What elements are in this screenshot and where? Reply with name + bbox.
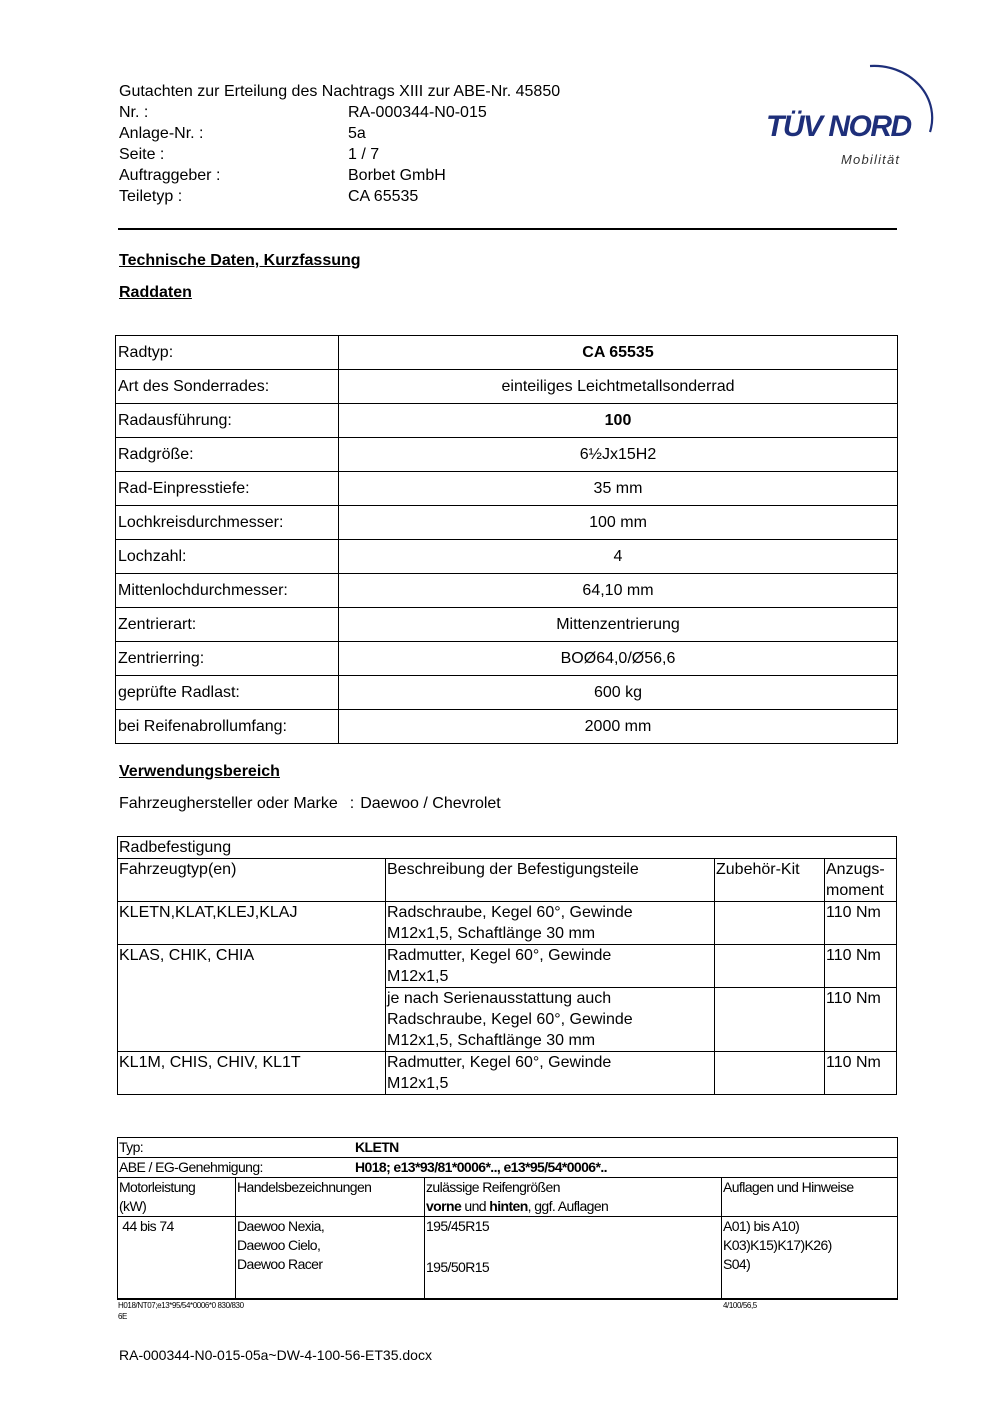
- table-cell: [386, 902, 715, 945]
- table-cell: [386, 988, 715, 1052]
- table-cell-value: Mittenzentrierung: [339, 608, 898, 642]
- header-bold: vorne: [426, 1198, 462, 1214]
- logo-brand-text: TÜV NORD: [766, 110, 911, 143]
- table-cell-label: Zentrierring:: [116, 642, 339, 676]
- header-line: [426, 1197, 720, 1216]
- typ-row: [118, 1138, 898, 1158]
- header-line: moment: [826, 882, 884, 899]
- cell-line: A01) bis A10): [723, 1218, 800, 1234]
- table-cell-label: Lochkreisdurchmesser:: [116, 506, 339, 540]
- table-cell: [715, 1052, 825, 1095]
- small-footer-line: H018/NT07;e13*95/54*0006*0 830/830: [118, 1301, 244, 1310]
- table-row: [116, 370, 898, 404]
- header-line: (kW): [119, 1198, 147, 1214]
- table-row: [118, 1052, 897, 1095]
- table-cell: [118, 988, 386, 1052]
- table-cell-label: Radgröße:: [116, 438, 339, 472]
- table-cell: KL1M, CHIS, CHIV, KL1T: [118, 1052, 386, 1095]
- table-row: [116, 710, 898, 744]
- table-row: [118, 902, 897, 945]
- hersteller-value: Daewoo / Chevrolet: [360, 795, 501, 812]
- cell-line: Daewoo Cielo,: [237, 1237, 321, 1253]
- header-bold: hinten: [489, 1198, 528, 1214]
- header-row-seite: [119, 144, 487, 165]
- table-cell-label: Lochzahl:: [116, 540, 339, 574]
- table-cell-value: 64,10 mm: [339, 574, 898, 608]
- cell-line: Daewoo Nexia,: [237, 1218, 325, 1234]
- document-footer: RA-000344-N0-015-05a~DW-4-100-56-ET35.docx: [119, 1347, 432, 1363]
- small-footer-line: 6E: [118, 1312, 127, 1321]
- table-header: Beschreibung der Befestigungsteile: [386, 859, 715, 902]
- table-cell: [715, 988, 825, 1052]
- cell-line: M12x1,5: [387, 1075, 449, 1092]
- table-cell: 44 bis 74: [118, 1217, 236, 1299]
- table-cell-label: Radtyp:: [116, 336, 339, 370]
- table-cell-value: 100: [339, 404, 898, 438]
- table-cell-value: einteiliges Leichtmetallsonderrad: [339, 370, 898, 404]
- table-header: Fahrzeugtyp(en): [118, 859, 386, 902]
- table-row: [116, 676, 898, 710]
- logo-sub-text: Mobilität: [841, 152, 901, 167]
- table-cell: 110 Nm: [825, 945, 897, 988]
- header-fields: [119, 102, 487, 207]
- table-cell-label: bei Reifenabrollumfang:: [116, 710, 339, 744]
- table-cell: [715, 945, 825, 988]
- table-cell-value: 6½Jx15H2: [339, 438, 898, 472]
- table-cell: [722, 1217, 898, 1299]
- header-row-nr: [119, 102, 487, 123]
- header-value: RA-000344-N0-015: [348, 104, 487, 121]
- typ-label: Typ:: [119, 1139, 144, 1155]
- table-row: [116, 404, 898, 438]
- raddaten-table: [115, 335, 898, 744]
- table-row: [118, 945, 897, 988]
- table-row: [116, 438, 898, 472]
- table-cell-label: geprüfte Radlast:: [116, 676, 339, 710]
- cell-line: M12x1,5, Schaftlänge 30 mm: [387, 1032, 596, 1049]
- header-line: zulässige Reifengrößen: [426, 1179, 560, 1195]
- table-cell-label: Rad-Einpresstiefe:: [116, 472, 339, 506]
- header-text: und: [461, 1198, 490, 1214]
- small-footer-left: [118, 1300, 244, 1322]
- header-label: Anlage-Nr. :: [119, 125, 204, 142]
- cell-line: Radmutter, Kegel 60°, Gewinde: [387, 1054, 612, 1071]
- table-header-row: [118, 859, 897, 902]
- section-title-technische: Technische Daten, Kurzfassung: [119, 252, 361, 269]
- table-cell: KLAS, CHIK, CHIA: [118, 945, 386, 988]
- header-label: Seite :: [119, 146, 165, 163]
- hersteller-line: [119, 793, 501, 814]
- table-header: [118, 1178, 236, 1217]
- table-cell: [715, 902, 825, 945]
- table-row: [118, 837, 897, 859]
- header-value: 1 / 7: [348, 146, 380, 163]
- table-header-row: [118, 1178, 898, 1217]
- table-header: Handelsbezeichnungen: [236, 1178, 425, 1217]
- table-row: [118, 988, 897, 1052]
- cell-line: 195/45R15: [426, 1218, 490, 1234]
- cell-line: Radschraube, Kegel 60°, Gewinde: [387, 1011, 633, 1028]
- abe-row: [118, 1158, 898, 1178]
- cell-line: M12x1,5: [387, 968, 449, 985]
- table-row: [116, 506, 898, 540]
- table-cell-value: 100 mm: [339, 506, 898, 540]
- table-cell: [425, 1217, 722, 1299]
- table-header: Auflagen und Hinweise: [722, 1178, 898, 1217]
- header-row-anlage: [119, 123, 487, 144]
- table-row: [116, 608, 898, 642]
- befestigung-title: Radbefestigung: [118, 837, 897, 859]
- header-label: Teiletyp :: [119, 188, 183, 205]
- table-header: Zubehör-Kit: [715, 859, 825, 902]
- table-row: [118, 1217, 898, 1299]
- table-cell: [236, 1217, 425, 1299]
- header-value: CA 65535: [348, 188, 419, 205]
- table-row: [116, 472, 898, 506]
- header-line: Anzugs-: [826, 861, 885, 878]
- section-title-raddaten: Raddaten: [119, 284, 192, 301]
- header-row-auftraggeber: [119, 165, 487, 186]
- table-cell-value: 600 kg: [339, 676, 898, 710]
- table-row: [116, 642, 898, 676]
- table-cell-value: 35 mm: [339, 472, 898, 506]
- header-label: Auftraggeber :: [119, 167, 221, 184]
- cell-line: M12x1,5, Schaftlänge 30 mm: [387, 925, 596, 942]
- table-cell-value: CA 65535: [339, 336, 898, 370]
- table-cell-label: Zentrierart:: [116, 608, 339, 642]
- cell-line: 195/50R15: [426, 1259, 490, 1275]
- typ-value: KLETN: [355, 1139, 399, 1155]
- befestigung-table: [117, 836, 897, 1095]
- table-cell-label: Art des Sonderrades:: [116, 370, 339, 404]
- header-value: Borbet GmbH: [348, 167, 446, 184]
- header-line: Motorleistung: [119, 1179, 196, 1195]
- table-cell-value: 4: [339, 540, 898, 574]
- header-row-teiletyp: [119, 186, 487, 207]
- cell-line: Radschraube, Kegel 60°, Gewinde: [387, 904, 633, 921]
- table-cell: [386, 945, 715, 988]
- table-cell-label: Radausführung:: [116, 404, 339, 438]
- table-header: [825, 859, 897, 902]
- tuv-nord-logo: [762, 56, 942, 174]
- cell-line: [426, 1236, 720, 1258]
- abe-value: H018; e13*93/81*0006*.., e13*95/54*0006*..: [355, 1159, 607, 1175]
- document-title: Gutachten zur Erteilung des Nachtrags XIII zur ABE-Nr. 45850: [119, 83, 561, 100]
- table-cell-label: Mittenlochdurchmesser:: [116, 574, 339, 608]
- table-row: [118, 1138, 898, 1158]
- cell-line: Radmutter, Kegel 60°, Gewinde: [387, 947, 612, 964]
- hersteller-sep: :: [349, 795, 355, 812]
- table-cell: [386, 1052, 715, 1095]
- table-cell: 110 Nm: [825, 988, 897, 1052]
- cell-line: je nach Serienausstattung auch: [387, 990, 612, 1007]
- table-cell-value: 2000 mm: [339, 710, 898, 744]
- typ-table: [117, 1137, 898, 1300]
- table-cell: 110 Nm: [825, 902, 897, 945]
- table-row: [118, 1158, 898, 1178]
- table-header: [425, 1178, 722, 1217]
- table-cell: KLETN,KLAT,KLEJ,KLAJ: [118, 902, 386, 945]
- section-title-verwendung: Verwendungsbereich: [119, 763, 280, 780]
- table-row: [116, 540, 898, 574]
- hersteller-label: Fahrzeughersteller oder Marke: [119, 795, 338, 812]
- cell-line: S04): [723, 1256, 751, 1272]
- cell-line: K03)K15)K17)K26): [723, 1237, 832, 1253]
- header-value: 5a: [348, 125, 366, 142]
- cell-line: Daewoo Racer: [237, 1256, 323, 1272]
- table-row: [116, 336, 898, 370]
- small-footer-right: 4/100/56,5: [723, 1301, 757, 1310]
- table-cell: 110 Nm: [825, 1052, 897, 1095]
- header-text: , ggf. Auflagen: [527, 1198, 609, 1214]
- table-cell-value: BOØ64,0/Ø56,6: [339, 642, 898, 676]
- abe-label: ABE / EG-Genehmigung:: [119, 1159, 263, 1175]
- table-row: [116, 574, 898, 608]
- header-label: Nr. :: [119, 104, 149, 121]
- header-divider: [118, 228, 897, 230]
